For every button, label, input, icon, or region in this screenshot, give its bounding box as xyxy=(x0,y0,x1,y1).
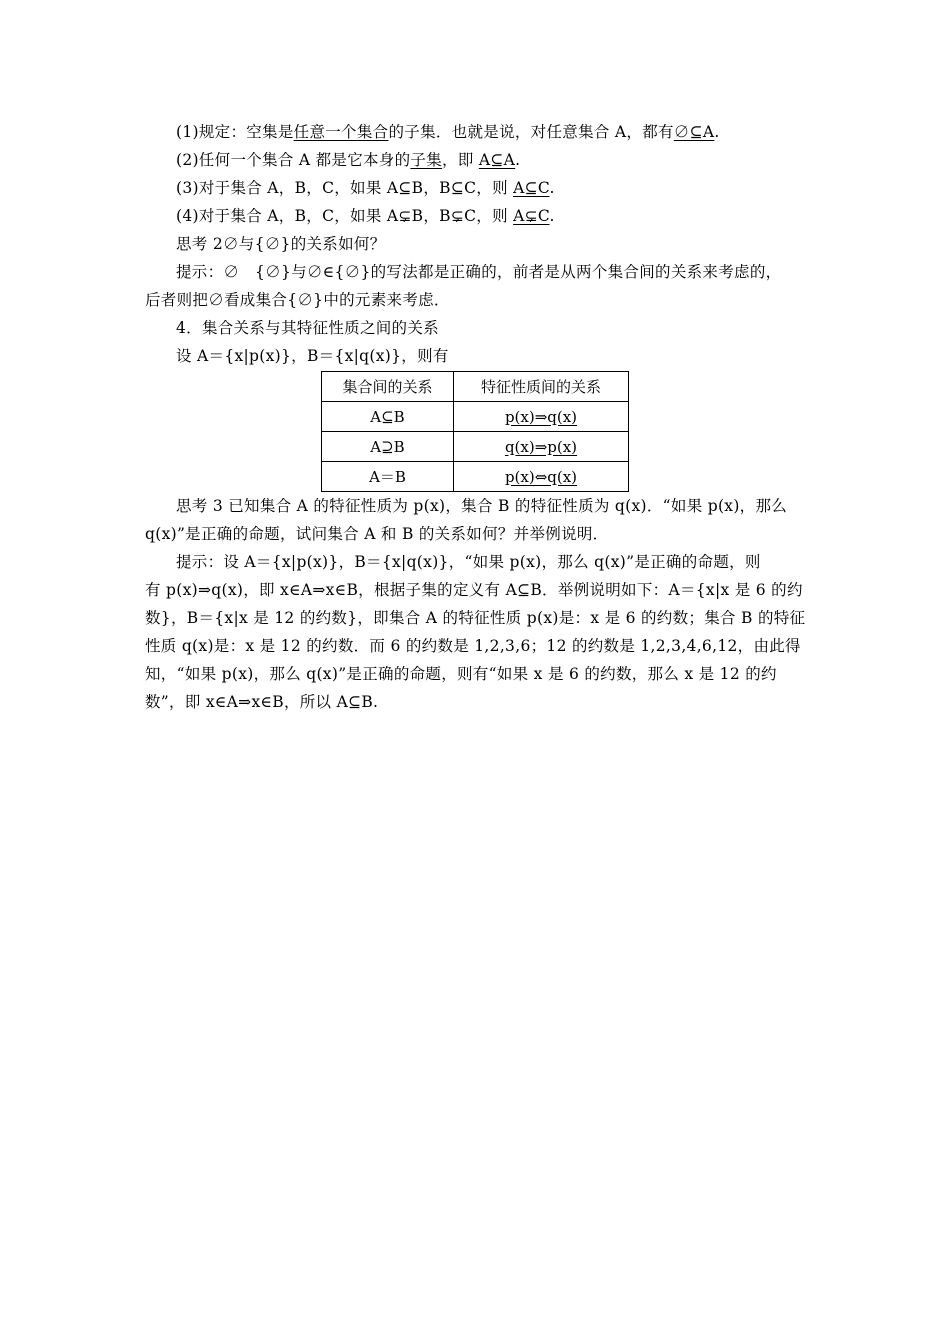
rule-4-answer: A⊊C xyxy=(513,207,550,225)
rule-4 xyxy=(176,206,555,226)
think-2-question: 思考 2∅与{∅}的关系如何？ xyxy=(176,235,386,253)
rule-2 xyxy=(176,150,520,170)
rule-1-text-2: 的子集．也就是说，对任意集合 A，都有 xyxy=(388,123,674,141)
think-2-hint-line-1: 提示：∅ {∅}与∅∈{∅}的写法都是正确的，前者是从两个集合间的关系来考虑的， xyxy=(176,263,782,281)
table-cell-answer: p(x)⇒q(x) xyxy=(504,407,578,426)
table-row xyxy=(322,432,629,462)
rule-1 xyxy=(176,122,720,142)
think-3-question-line-1: 思考 3 已知集合 A 的特征性质为 p(x)，集合 B 的特征性质为 q(x)．“如果 p(x)，那么 xyxy=(176,497,788,515)
table-cell-set-relation: A⊇B xyxy=(322,432,454,462)
rule-2-answer-2: A⊆A xyxy=(478,151,516,169)
section-4-heading: 4．集合关系与其特征性质之间的关系 xyxy=(176,319,439,337)
table-header: 特征性质间的关系 xyxy=(454,372,629,402)
table-cell-answer: q(x)⇒p(x) xyxy=(504,437,578,456)
rule-1-answer-2: ∅⊆A xyxy=(673,123,715,141)
rule-2-text-2: ，即 xyxy=(442,151,479,169)
table-cell-property-relation xyxy=(454,462,629,492)
rule-4-text: (4)对于集合 A，B，C，如果 A⊊B，B⊊C，则 xyxy=(176,207,514,225)
table-row xyxy=(322,462,629,492)
table-header-row xyxy=(322,372,629,402)
think-3-hint-line-1: 提示：设 A＝{x|p(x)}，B＝{x|q(x)}，“如果 p(x)，那么 q(x)”是正确的命题，则 xyxy=(176,553,761,571)
think-3-question-line-2: q(x)”是正确的命题，试问集合 A 和 B 的关系如何？并举例说明． xyxy=(145,525,609,543)
rule-2-end: . xyxy=(515,151,521,169)
think-2-hint-line-2: 后者则把∅看成集合{∅}中的元素来考虑． xyxy=(145,291,450,309)
rule-2-text: (2)任何一个集合 A 都是它本身的 xyxy=(176,151,411,169)
rule-3-end: . xyxy=(549,179,555,197)
rule-1-answer-1: 任意一个集合 xyxy=(293,123,389,141)
rule-1-text: (1)规定：空集是 xyxy=(176,123,294,141)
rule-3 xyxy=(176,178,555,198)
rule-1-end: . xyxy=(714,123,720,141)
think-3-hint-line-6: 数”，即 x∈A⇒x∈B，所以 A⊆B. xyxy=(145,693,379,711)
rule-2-answer-1: 子集 xyxy=(410,151,443,169)
section-4-setup: 设 A＝{x|p(x)}，B＝{x|q(x)}，则有 xyxy=(176,347,449,365)
think-3-hint-line-4: 性质 q(x)是：x 是 12 的约数．而 6 的约数是 1,2,3,6；12 的约数是 1,2,3,4,6,12，由此得 xyxy=(145,637,801,655)
table-cell-set-relation: A＝B xyxy=(322,462,454,492)
rule-4-end: . xyxy=(549,207,555,225)
think-3-hint-line-3: 数}，B＝{x|x 是 12 的约数}，即集合 A 的特征性质 p(x)是：x 是 6 的约数；集合 B 的特征 xyxy=(145,609,806,627)
table-cell-property-relation xyxy=(454,432,629,462)
table-cell-set-relation: A⊆B xyxy=(322,402,454,432)
table-row xyxy=(322,402,629,432)
rule-3-answer: A⊆C xyxy=(513,179,550,197)
table-cell-property-relation xyxy=(454,402,629,432)
relation-table xyxy=(321,371,629,492)
table-header: 集合间的关系 xyxy=(322,372,454,402)
think-3-hint-line-5: 知，“如果 p(x)，那么 q(x)”是正确的命题，则有“如果 x 是 6 的约数，那么 x 是 12 的约 xyxy=(145,665,777,683)
think-3-hint-line-2: 有 p(x)⇒q(x)，即 x∈A⇒x∈B，根据子集的定义有 A⊆B．举例说明如下：A＝{x|x 是 6 的约 xyxy=(145,581,803,599)
rule-3-text: (3)对于集合 A，B，C，如果 A⊆B，B⊆C，则 xyxy=(176,179,514,197)
table-cell-answer: p(x)⇔q(x) xyxy=(504,467,578,486)
